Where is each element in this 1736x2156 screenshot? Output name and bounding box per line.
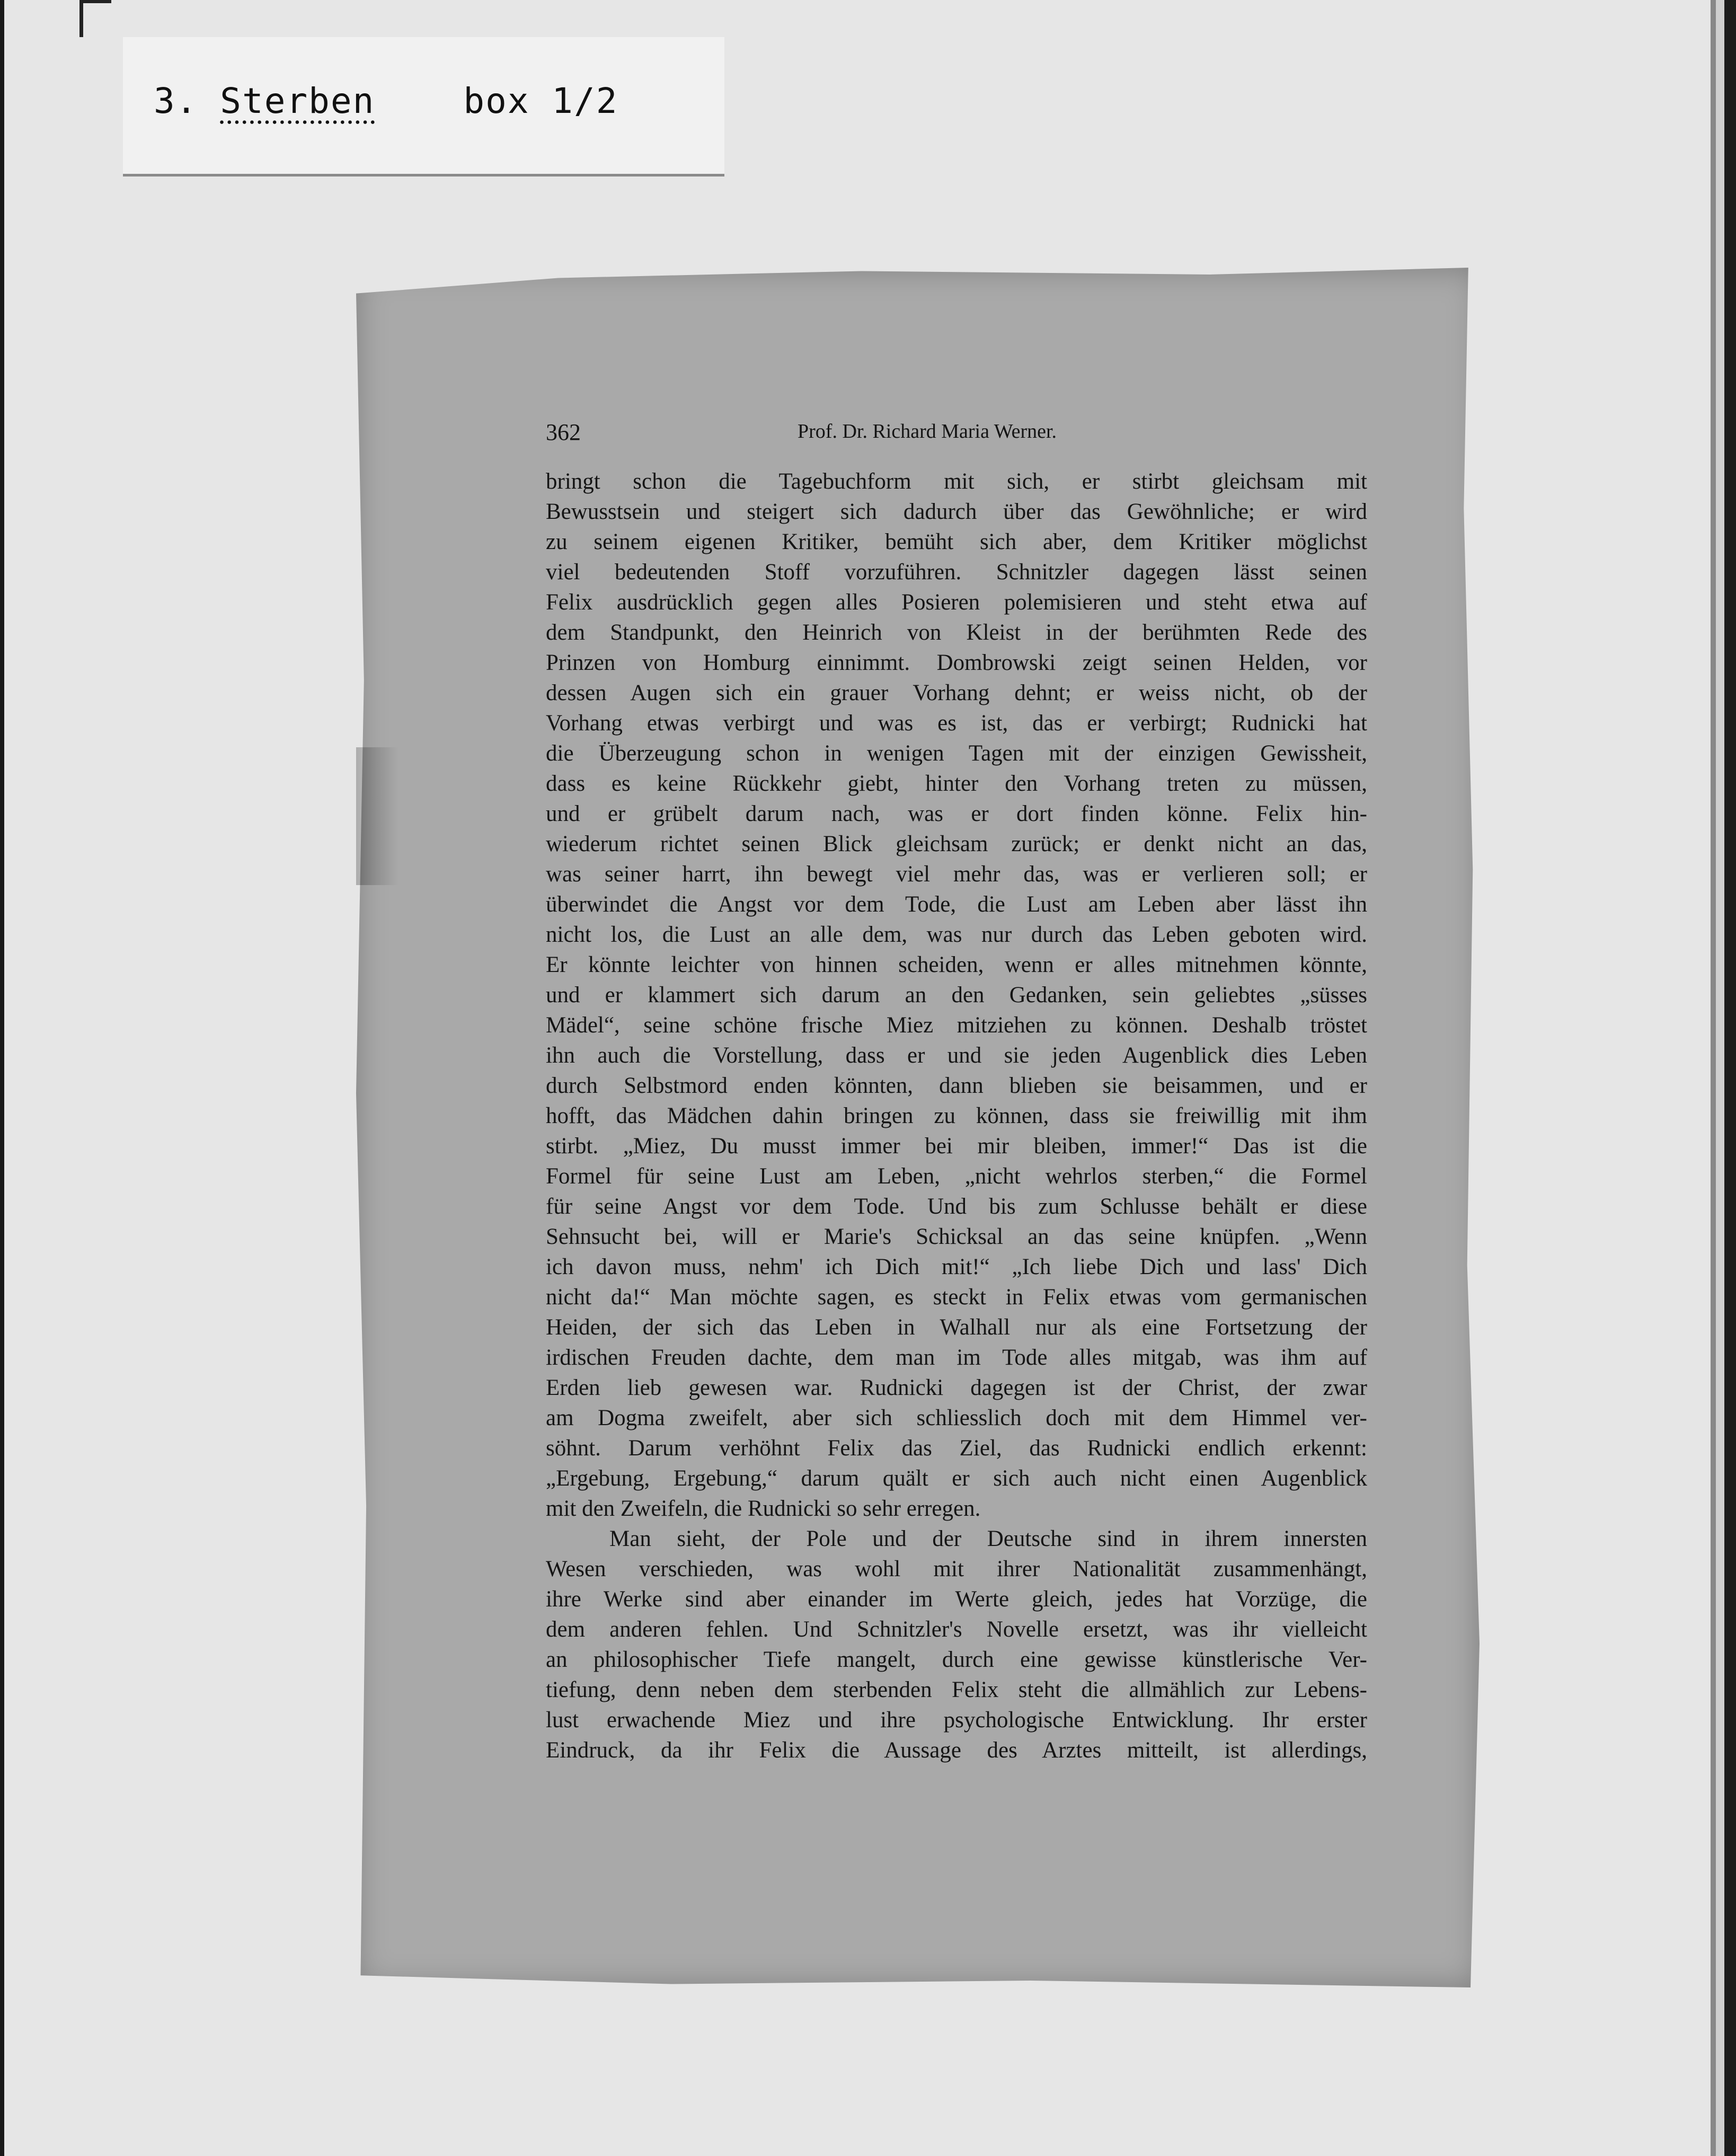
- label-box: box 1/2: [463, 81, 618, 121]
- text-line: Mädel“, seine schöne frische Miez mitziehen zu können. Deshalb tröstet: [546, 1013, 1367, 1038]
- text-line: bringt schon die Tagebuchform mit sich, er stirbt gleichsam mit: [546, 469, 1367, 494]
- text-line: Vorhang etwas verbirgt und was es ist, das er verbirgt; Rudnicki hat: [546, 711, 1367, 736]
- text-line: „Ergebung, Ergebung,“ darum quält er sich auch nicht einen Augenblick: [546, 1466, 1367, 1491]
- text-line: an philosophischer Tiefe mangelt, durch eine gewisse künstlerische Ver-: [546, 1647, 1367, 1672]
- text-line: dessen Augen sich ein grauer Vorhang dehnt; er weiss nicht, ob der: [546, 681, 1367, 705]
- text-line: ihn auch die Vorstellung, dass er und sie jeden Augenblick dies Leben: [546, 1043, 1367, 1068]
- text-line: Wesen verschieden, was wohl mit ihrer Nationalität zusammenhängt,: [546, 1557, 1367, 1581]
- text-line: dass es keine Rückkehr giebt, hinter den Vorhang treten zu müssen,: [546, 771, 1367, 796]
- scan-frame-right-shadow: [1711, 0, 1716, 2156]
- text-line: Felix ausdrücklich gegen alles Posieren polemisieren und steht etwa auf: [546, 590, 1367, 615]
- running-head: [546, 419, 1367, 450]
- text-line: mit den Zweifeln, die Rudnicki so sehr erregen.: [546, 1496, 981, 1521]
- text-line: Bewusstsein und steigert sich dadurch über das Gewöhnliche; er wird: [546, 499, 1367, 524]
- label-title: Sterben: [220, 81, 375, 121]
- text-line: stirbt. „Miez, Du musst immer bei mir bleiben, immer!“ Das ist die: [546, 1134, 1367, 1159]
- text-line: zu seinem eigenen Kritiker, bemüht sich aber, dem Kritiker möglichst: [546, 529, 1367, 554]
- text-line: hofft, das Mädchen dahin bringen zu können, dass sie freiwillig mit ihm: [546, 1103, 1367, 1128]
- text-line: und er klammert sich darum an den Gedanken, sein geliebtes „süsses: [546, 983, 1367, 1008]
- text-line: was seiner harrt, ihn bewegt viel mehr das, was er verlieren soll; er: [546, 862, 1367, 887]
- archive-label: [154, 81, 618, 121]
- scan-frame-right-rail: [1716, 0, 1724, 2156]
- text-line: Man sieht, der Pole und der Deutsche sind in ihrem innersten: [609, 1526, 1367, 1551]
- text-line: nicht los, die Lust an alle dem, was nur durch das Leben geboten wird.: [546, 922, 1367, 947]
- running-head-author: Prof. Dr. Richard Maria Werner.: [798, 420, 1057, 443]
- text-line: söhnt. Darum verhöhnt Felix das Ziel, das Rudnicki endlich erkennt:: [546, 1436, 1367, 1461]
- text-line: Prinzen von Homburg einnimmt. Dombrowski zeigt seinen Helden, vor: [546, 650, 1367, 675]
- text-line: ihre Werke sind aber einander im Werte gleich, jedes hat Vorzüge, die: [546, 1587, 1367, 1612]
- text-line: Sehnsucht bei, will er Marie's Schicksal an das seine knüpfen. „Wenn: [546, 1224, 1367, 1249]
- text-line: tiefung, denn neben dem sterbenden Felix steht die allmählich zur Lebens-: [546, 1677, 1367, 1702]
- page-number: 362: [546, 419, 581, 445]
- text-line: Formel für seine Lust am Leben, „nicht wehrlos sterben,“ die Formel: [546, 1164, 1367, 1189]
- scan-frame-right-edge: [1724, 0, 1736, 2156]
- text-line: ich davon muss, nehm' ich Dich mit!“ „Ich liebe Dich und lass' Dich: [546, 1254, 1367, 1279]
- text-line: Heiden, der sich das Leben in Walhall nur als eine Fortsetzung der: [546, 1315, 1367, 1340]
- text-line: die Überzeugung schon in wenigen Tagen mit der einzigen Gewissheit,: [546, 741, 1367, 766]
- label-number: 3.: [154, 81, 198, 121]
- text-line: am Dogma zweifelt, aber sich schliesslich doch mit dem Himmel ver-: [546, 1406, 1367, 1430]
- text-line: dem Standpunkt, den Heinrich von Kleist in der berühmten Rede des: [546, 620, 1367, 645]
- text-line: Erden lieb gewesen war. Rudnicki dagegen ist der Christ, der zwar: [546, 1375, 1367, 1400]
- scan-frame-corner-mark-horizontal: [79, 0, 111, 3]
- text-line: wiederum richtet seinen Blick gleichsam zurück; er denkt nicht an das,: [546, 832, 1367, 856]
- page-fold-shadow: [356, 747, 398, 885]
- text-line: lust erwachende Miez und ihre psychologische Entwicklung. Ihr erster: [546, 1708, 1367, 1733]
- text-line: Er könnte leichter von hinnen scheiden, wenn er alles mitnehmen könnte,: [546, 952, 1367, 977]
- text-line: überwindet die Angst vor dem Tode, die Lust am Leben aber lässt ihn: [546, 892, 1367, 917]
- text-line: dem anderen fehlen. Und Schnitzler's Novelle ersetzt, was ihr vielleicht: [546, 1617, 1367, 1642]
- text-line: viel bedeutenden Stoff vorzuführen. Schnitzler dagegen lässt seinen: [546, 560, 1367, 585]
- scan-frame-corner-mark: [79, 0, 83, 37]
- text-line: irdischen Freuden dachte, dem man im Tode alles mitgab, was ihm auf: [546, 1345, 1367, 1370]
- body-text: [546, 466, 1367, 1765]
- text-line: Eindruck, da ihr Felix die Aussage des Arztes mitteilt, ist allerdings,: [546, 1738, 1367, 1763]
- text-line: und er grübelt darum nach, was er dort finden könne. Felix hin-: [546, 801, 1367, 826]
- text-line: nicht da!“ Man möchte sagen, es steckt in Felix etwas vom germanischen: [546, 1285, 1367, 1310]
- scan-frame-left-edge: [0, 0, 4, 2156]
- text-line: für seine Angst vor dem Tode. Und bis zum Schlusse behält er diese: [546, 1194, 1367, 1219]
- text-line: durch Selbstmord enden könnten, dann blieben sie beisammen, und er: [546, 1073, 1367, 1098]
